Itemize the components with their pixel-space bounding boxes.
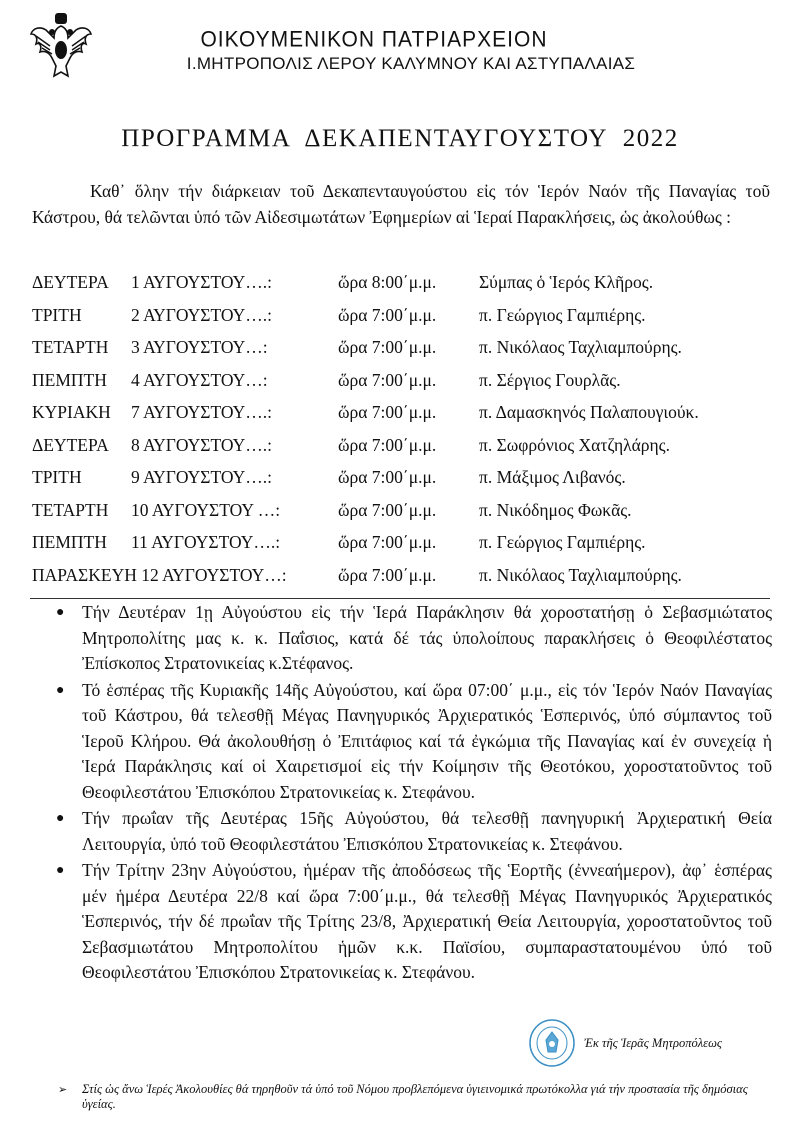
schedule-row bbox=[32, 459, 772, 492]
schedule-time: ὥρα 7:00΄μ.μ. bbox=[338, 499, 437, 520]
page-title: ΠΡΟΓΡΑΜΜΑ ΔΕΚΑΠΕΝΤΑΥΓΟΥΣΤΟΥ 2022 bbox=[121, 125, 679, 152]
schedule-priest: π. Μάξιμος Λιβανός. bbox=[479, 467, 626, 487]
footer-text: Στίς ὡς ἄνω Ἱερές Ἀκολουθίες θά τηρηθοῦν τά ὑπό τοῦ Νόμου προβλεπόμενα ὑγιεινομικά πρωτόκολλα γιά τήν προστασία τῆς δημόσιας ὑγείας. bbox=[82, 1082, 748, 1111]
schedule-date: 3 ΑΥΓΟΥΣΤΟΥ…: bbox=[131, 337, 268, 357]
schedule-row bbox=[32, 557, 772, 590]
schedule-date: 4 ΑΥΓΟΥΣΤΟΥ…: bbox=[131, 369, 268, 390]
schedule-date: 11 ΑΥΓΟΥΣΤΟΥ….: bbox=[131, 532, 281, 552]
schedule-date: 9 ΑΥΓΟΥΣΤΟΥ….: bbox=[131, 467, 272, 487]
schedule-day: ΠΕΜΠΤΗ bbox=[32, 532, 107, 552]
letterhead bbox=[0, 0, 800, 100]
schedule-priest: Σύμπας ὁ Ἱερός Κλῆρος. bbox=[479, 272, 654, 292]
intro-paragraph: Καθ᾽ ὅλην τήν διάρκειαν τοῦ Δεκαπενταυγούστου εἰς τόν Ἱερόν Ναόν τῆς Παναγίας τοῦ Κάστρου, θά τελῶνται ὑπό τῶν Αἰδεσιμωτάτων Ἐφημερίων αἱ Ἱεραί Παρακλήσεις, ὡς ἀκολούθως : bbox=[32, 181, 770, 227]
schedule-date: 2 ΑΥΓΟΥΣΤΟΥ….: bbox=[131, 304, 272, 325]
schedule-day-date: ΠΑΡΑΣΚΕΥΗ 12 ΑΥΓΟΥΣΤΟΥ…: bbox=[32, 564, 287, 585]
schedule-time: ὥρα 7:00΄μ.μ. bbox=[338, 369, 437, 390]
note-item bbox=[52, 806, 772, 857]
schedule-priest: π. Νικόλαος Ταχλιαμπούρης. bbox=[479, 337, 682, 357]
schedule-priest: π. Γεώργιος Γαμπιέρης. bbox=[479, 532, 646, 552]
schedule-day: ΤΡΙΤΗ bbox=[32, 467, 82, 487]
schedule-day: ΔΕΥΤΕΡΑ bbox=[32, 434, 109, 455]
schedule-day: ΠΕΜΠΤΗ bbox=[32, 369, 107, 390]
schedule-time: ὥρα 7:00΄μ.μ. bbox=[338, 337, 437, 357]
schedule-date: 7 ΑΥΓΟΥΣΤΟΥ….: bbox=[131, 402, 272, 422]
schedule-row bbox=[32, 362, 772, 395]
bullet-icon: ● bbox=[56, 605, 65, 620]
note-text: Τήν πρωΐαν τῆς Δευτέρας 15ῆς Αὐγούστου, θά τελεσθῇ πανηγυρική Ἀρχιερατική Θεία Λειτουργία, ὑπό τοῦ Θεοφιλεστάτου Ἐπισκόπου Στρατονικείας κ. Στεφάνου. bbox=[82, 808, 772, 854]
metropolis-name: Ι.ΜΗΤΡΟΠΟΛΙΣ ΛΕΡΟΥ ΚΑΛΥΜΝΟΥ ΚΑΙ ΑΣΤΥΠΑΛΑΙΑΣ bbox=[186, 54, 636, 73]
schedule-date: 10 ΑΥΓΟΥΣΤΟΥ …: bbox=[131, 499, 281, 520]
schedule-date: 1 ΑΥΓΟΥΣΤΟΥ….: bbox=[131, 272, 272, 292]
divider bbox=[30, 598, 770, 599]
schedule-date: 8 ΑΥΓΟΥΣΤΟΥ….: bbox=[131, 434, 272, 455]
schedule-row bbox=[32, 524, 772, 557]
signature-text: Ἐκ τῆς Ἱερᾶς Μητροπόλεως bbox=[584, 1036, 723, 1050]
schedule-priest: π. Νικόλαος Ταχλιαμπούρης. bbox=[479, 564, 682, 585]
schedule-time: ὥρα 7:00΄μ.μ. bbox=[338, 564, 437, 585]
note-item bbox=[52, 678, 772, 806]
schedule-day: ΤΕΤΑΡΤΗ bbox=[32, 337, 109, 357]
schedule-row bbox=[32, 427, 772, 460]
schedule-time: ὥρα 7:00΄μ.μ. bbox=[338, 304, 437, 325]
schedule-list bbox=[32, 264, 772, 589]
schedule-time: ὥρα 7:00΄μ.μ. bbox=[338, 402, 437, 422]
schedule-priest: π. Νικόδημος Φωκᾶς. bbox=[479, 499, 632, 520]
notes-list bbox=[52, 600, 772, 987]
schedule-time: ὥρα 7:00΄μ.μ. bbox=[338, 532, 437, 552]
patriarchate-name: ΟΙΚΟΥΜΕΝΙΚΟΝ ΠΑΤΡΙΑΡΧΕΙΟΝ bbox=[200, 27, 548, 52]
schedule-day: ΚΥΡΙΑΚΗ bbox=[32, 402, 111, 422]
schedule-row bbox=[32, 297, 772, 330]
schedule-time: ὥρα 8:00΄μ.μ. bbox=[338, 272, 437, 292]
schedule-time: ὥρα 7:00΄μ.μ. bbox=[338, 467, 437, 487]
schedule-priest: π. Σέργιος Γουρλᾶς. bbox=[479, 369, 621, 390]
schedule-row bbox=[32, 264, 772, 297]
note-item bbox=[52, 600, 772, 677]
note-text: Τήν Δευτέραν 1ῃ Αὐγούστου εἰς τήν Ἱερά Παράκλησιν θά χοροστατήσῃ ὁ Σεβασμιώτατος Μητροπολίτης μας κ. κ. Παΐσιος, κατά δέ τάς ὑπολοίπους παρακλήσεις ὁ Θεοφιλέστατος Ἐπίσκοπος Στρατονικείας κ.Στέφανος. bbox=[82, 602, 772, 673]
double-headed-eagle-icon bbox=[30, 12, 92, 78]
schedule-priest: π. Σωφρόνιος Χατζηλάρης. bbox=[479, 434, 670, 455]
note-text: Τήν Τρίτην 23ην Αὐγούστου, ἡμέραν τῆς ἀποδόσεως τῆς Ἑορτῆς (ἐννεαήμερον), ἀφ᾽ ἑσπέρας μέν ἡμέρα Δευτέρα 22/8 καί ὥρα 7:00΄μ.μ., θά τελεσθῇ Μέγας Πανηγυρικός Ἀρχιερατικός Ἑσπερινός, τήν δέ πρωΐαν τῆς Τρίτης 23/8, Ἀρχιερατική Θεία Λειτουργία, χοροστατοῦντος τοῦ Σεβασμιωτάτου Μητροπολίτου ἡμῶν κ.κ. Παϊσίου, συμπαραστατουμένου ὑπό τοῦ Θεοφιλεστάτου Ἐπισκόπου Στρατονικείας κ. Στεφάνου. bbox=[82, 860, 772, 982]
schedule-priest: π. Δαμασκηνός Παλαπουγιούκ. bbox=[479, 402, 699, 422]
metropolis-seal-icon bbox=[528, 1018, 576, 1068]
schedule-time: ὥρα 7:00΄μ.μ. bbox=[338, 434, 437, 455]
arrow-bullet-icon: ➢ bbox=[58, 1083, 68, 1096]
schedule-row bbox=[32, 329, 772, 362]
note-item bbox=[52, 858, 772, 986]
bullet-icon: ● bbox=[56, 863, 65, 878]
schedule-row bbox=[32, 394, 772, 427]
schedule-day: ΤΕΤΑΡΤΗ bbox=[32, 499, 109, 520]
bullet-icon: ● bbox=[56, 811, 65, 826]
schedule-day: ΤΡΙΤΗ bbox=[32, 304, 82, 325]
schedule-priest: π. Γεώργιος Γαμπιέρης. bbox=[479, 304, 646, 325]
bullet-icon: ● bbox=[56, 682, 65, 698]
note-text: Τό ἑσπέρας τῆς Κυριακῆς 14ῆς Αὐγούστου, καί ὥρα 07:00΄ μ.μ., εἰς τόν Ἱερόν Ναόν Παναγίας τοῦ Κάστρου, θά τελεσθῇ Μέγας Πανηγυρικός Ἀρχιερατικός Ἑσπερινός, ὑπό σύμπαντος τοῦ Ἱεροῦ Κλήρου. Θά ἀκολουθήσῃ ὁ Ἐπιτάφιος καί τά ἐγκώμια τῆς Παναγίας καί ἐν συνεχείᾳ ἡ Ἱερά Παράκλησις καί οἱ Χαιρετισμοί εἰς τήν Κοίμησιν τῆς Θεοτόκου, χοροστατοῦντος τοῦ Θεοφιλεστάτου Ἐπισκόπου Στρατονικείας κ. Στεφάνου. bbox=[82, 679, 772, 802]
schedule-day: ΔΕΥΤΕΡΑ bbox=[32, 272, 109, 292]
schedule-row bbox=[32, 492, 772, 525]
footer-note bbox=[52, 1082, 772, 1111]
